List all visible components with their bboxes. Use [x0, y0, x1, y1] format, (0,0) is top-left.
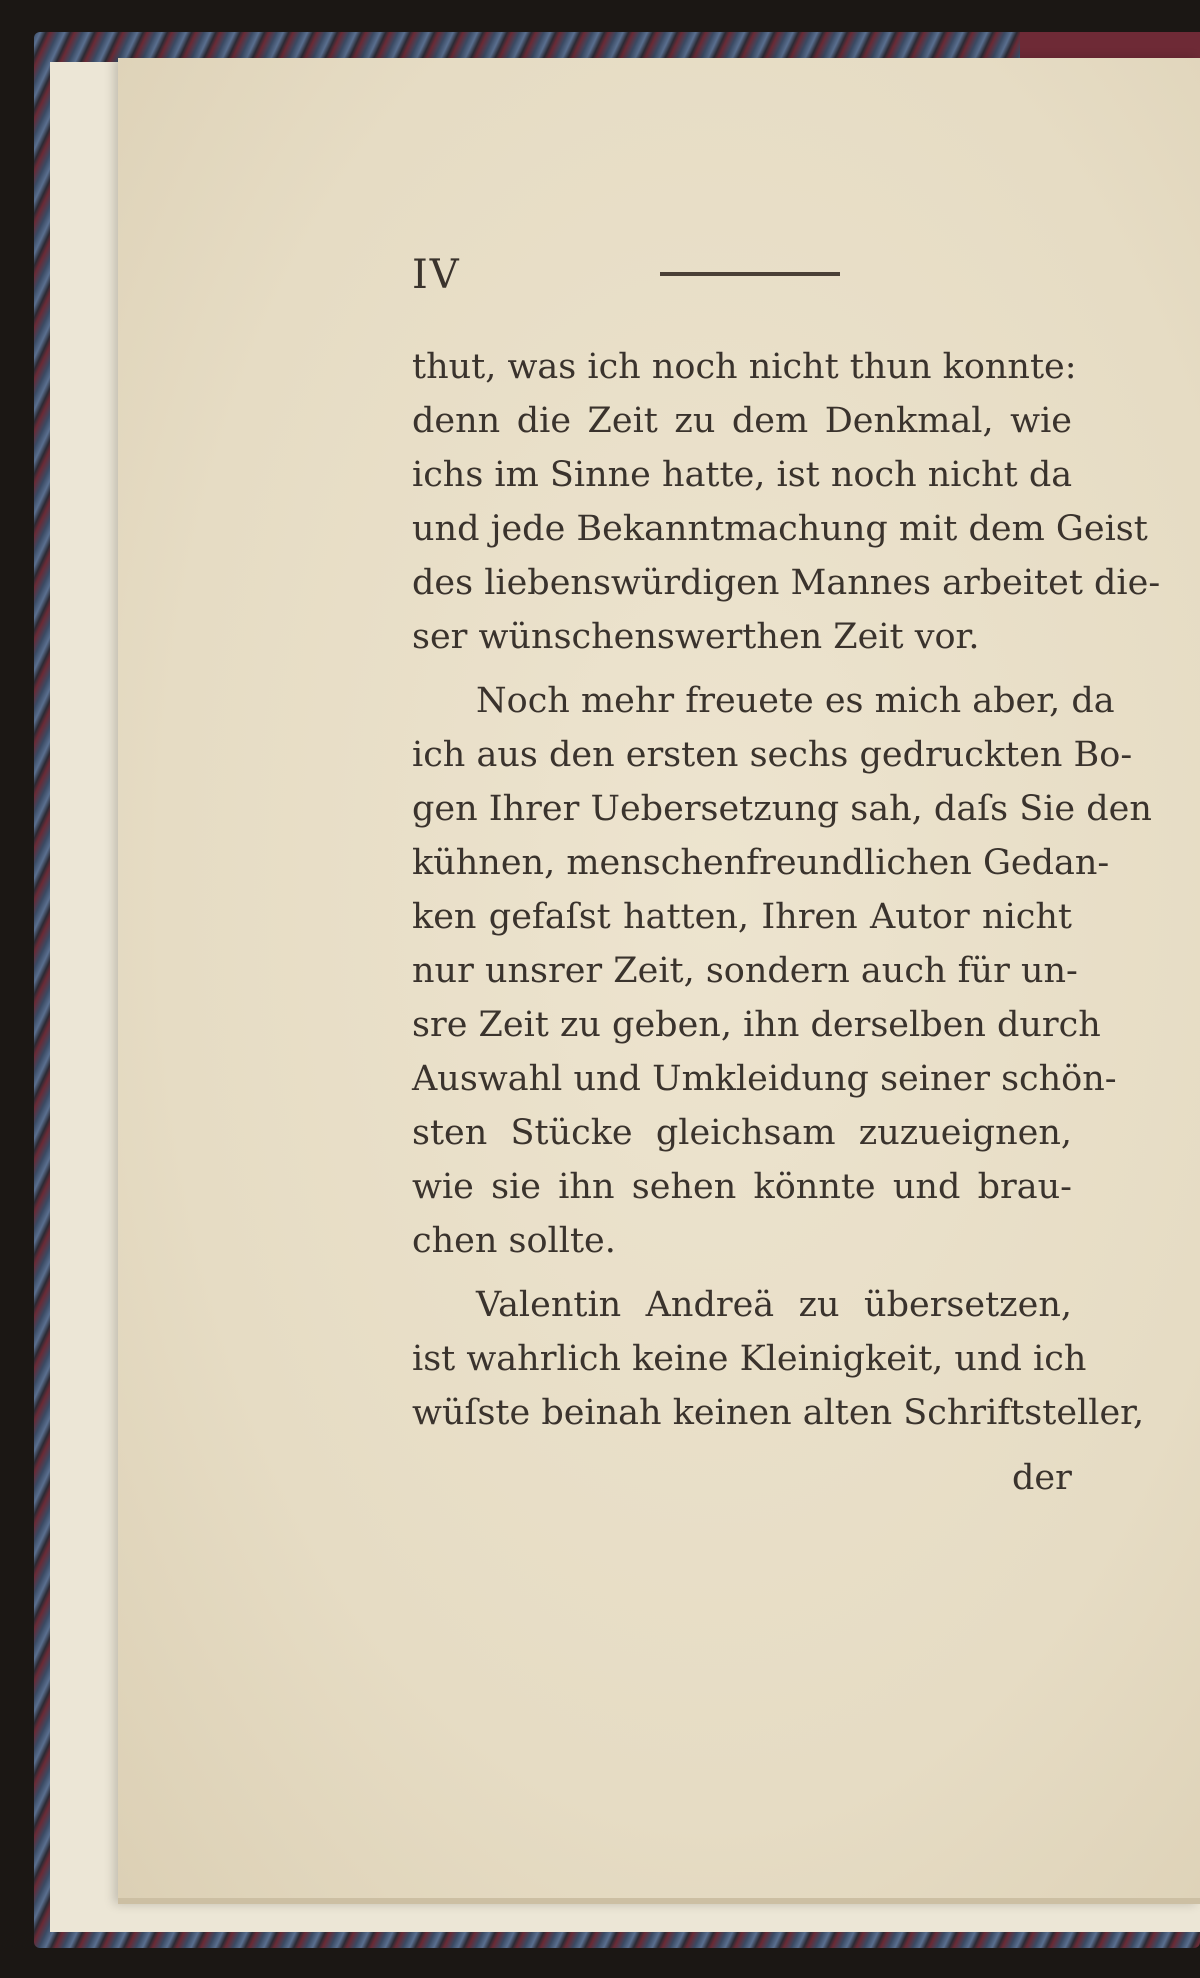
header-rule	[660, 272, 840, 276]
text-line: thut, was ich noch nicht thun konnte:	[412, 347, 1077, 387]
text-line: sten Stücke gleichsam zuzueignen,	[412, 1113, 1072, 1153]
text-line: ist wahrlich keine Kleinigkeit, und ich	[412, 1339, 1087, 1379]
text-line: ichs im Sinne hatte, ist noch nicht da	[412, 455, 1073, 495]
text-line: denn die Zeit zu dem Denkmal, wie	[412, 401, 1072, 441]
paragraph-gap	[412, 1268, 1072, 1278]
paragraph-3	[412, 1278, 1145, 1440]
text-line: sre Zeit zu geben, ihn derselben durch	[412, 1005, 1101, 1045]
text-line: ken gefaſst hatten, Ihren Autor nicht	[412, 897, 1072, 937]
text-line: gen Ihrer Uebersetzung sah, daſs Sie den	[412, 789, 1152, 829]
text-line: wüſste beinah keinen alten Schriftsteller,	[412, 1393, 1145, 1433]
text-line: nur unsrer Zeit, sondern auch für un-	[412, 951, 1078, 991]
body-text	[412, 340, 1161, 1440]
text-line: Valentin Andreä zu übersetzen,	[476, 1285, 1072, 1325]
catchword: der	[1012, 1458, 1072, 1498]
paragraph-1	[412, 340, 1161, 664]
page-number: IV	[412, 252, 461, 298]
text-line: Auswahl und Umkleidung seiner schön-	[412, 1059, 1117, 1099]
text-line: ser wünschenswerthen Zeit vor.	[412, 617, 980, 657]
text-line: kühnen, menschenfreundlichen Gedan-	[412, 843, 1110, 883]
text-line: ich aus den ersten sechs gedruckten Bo-	[412, 735, 1133, 775]
paragraph-2	[412, 674, 1152, 1268]
text-line: wie sie ihn sehen könnte und brau-	[412, 1167, 1072, 1207]
text-line: chen sollte.	[412, 1221, 616, 1261]
text-line: und jede Bekanntmachung mit dem Geist	[412, 509, 1148, 549]
paragraph-gap	[412, 664, 1072, 674]
text-line: Noch mehr freuete es mich aber, da	[476, 681, 1115, 721]
text-line: des liebenswürdigen Mannes arbeitet die-	[412, 563, 1161, 603]
